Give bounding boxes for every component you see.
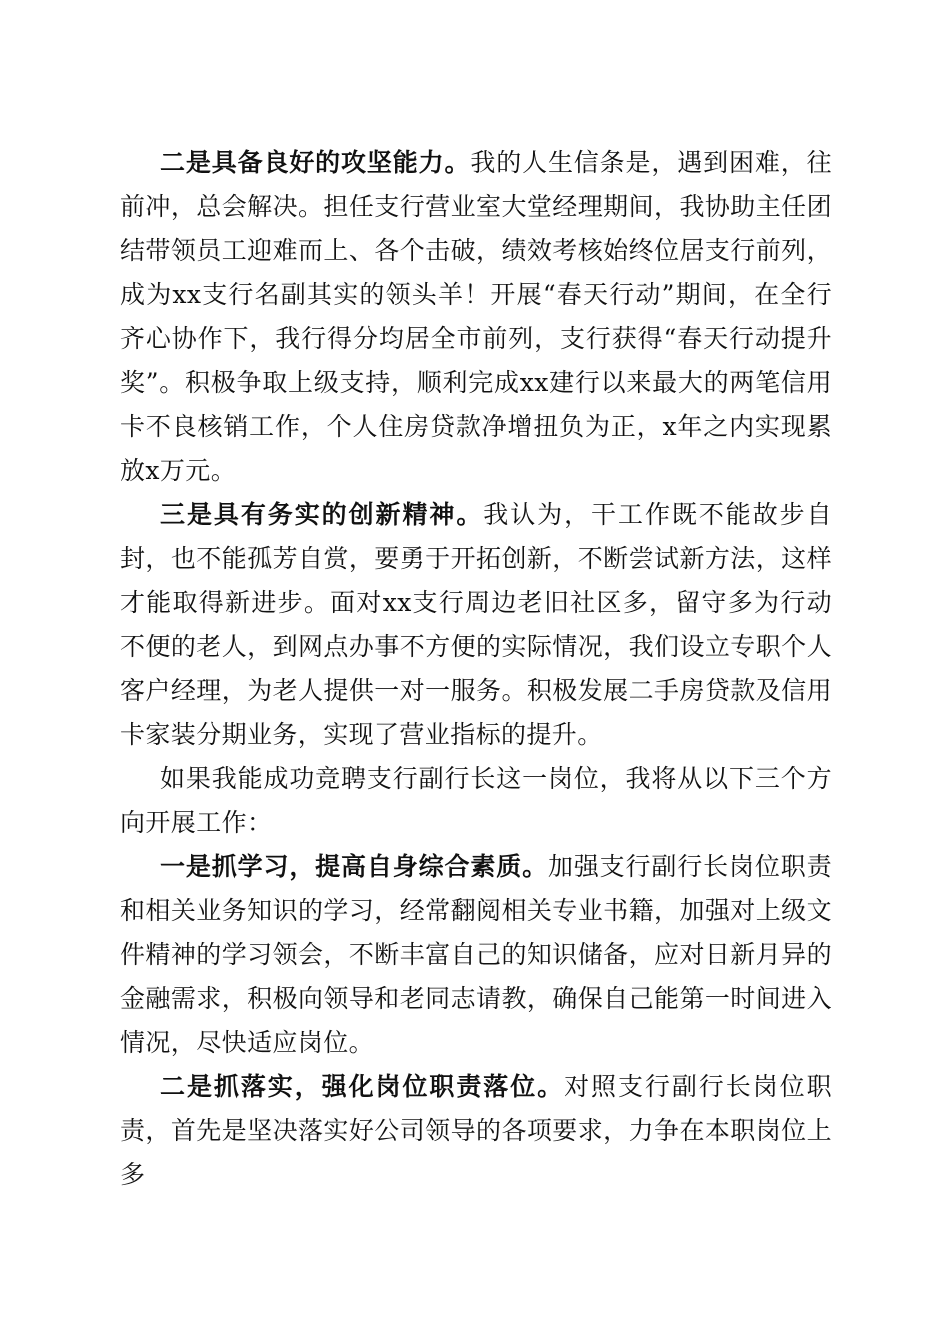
- paragraph-text: 我认为，干工作既不能故步自封，也不能孤芳自赏，要勇于开拓创新，不断尝试新方法，这样才能取得新进步。面对xx支行周边老旧社区多，留守多为行动不便的老人，到网点办事不方便的实际情况，我们设立专职个人客户经理，为老人提供一对一服务。积极发展二手房贷款及信用卡家装分期业务，实现了营业指标的提升。: [120, 500, 832, 749]
- paragraph-lead: 二是具备良好的攻坚能力。: [160, 148, 471, 177]
- paragraph-attack-ability: [120, 141, 832, 493]
- paragraph-lead: 一是抓学习，提高自身综合素质。: [160, 852, 548, 881]
- paragraph-study: [120, 845, 832, 1065]
- paragraph-intro-plan: [120, 757, 832, 845]
- paragraph-implementation: [120, 1065, 832, 1197]
- paragraph-lead: 二是抓落实，强化岗位职责落位。: [160, 1072, 565, 1101]
- paragraph-text: 对照支行副行长岗位职责，首先是坚决落实好公司领导的各项要求，力争在本职岗位上多: [120, 1072, 832, 1189]
- paragraph-text: 如果我能成功竞聘支行副行长这一岗位，我将从以下三个方向开展工作：: [120, 764, 832, 837]
- paragraph-text: 加强支行副行长岗位职责和相关业务知识的学习，经常翻阅相关专业书籍，加强对上级文件精神的学习领会，不断丰富自己的知识储备，应对日新月异的金融需求，积极向领导和老同志请教，确保自己能第一时间进入情况，尽快适应岗位。: [120, 852, 832, 1057]
- paragraph-innovation: [120, 493, 832, 757]
- paragraph-lead: 三是具有务实的创新精神。: [160, 500, 484, 529]
- document-body: [120, 141, 832, 1197]
- paragraph-text: 我的人生信条是，遇到困难，往前冲，总会解决。担任支行营业室大堂经理期间，我协助主任团结带领员工迎难而上、各个击破，绩效考核始终位居支行前列，成为xx支行名副其实的领头羊！开展“春天行动”期间，在全行齐心协作下，我行得分均居全市前列，支行获得“春天行动提升奖”。积极争取上级支持，顺利完成xx建行以来最大的两笔信用卡不良核销工作，个人住房贷款净增扭负为正，x年之内实现累放x万元。: [120, 148, 832, 485]
